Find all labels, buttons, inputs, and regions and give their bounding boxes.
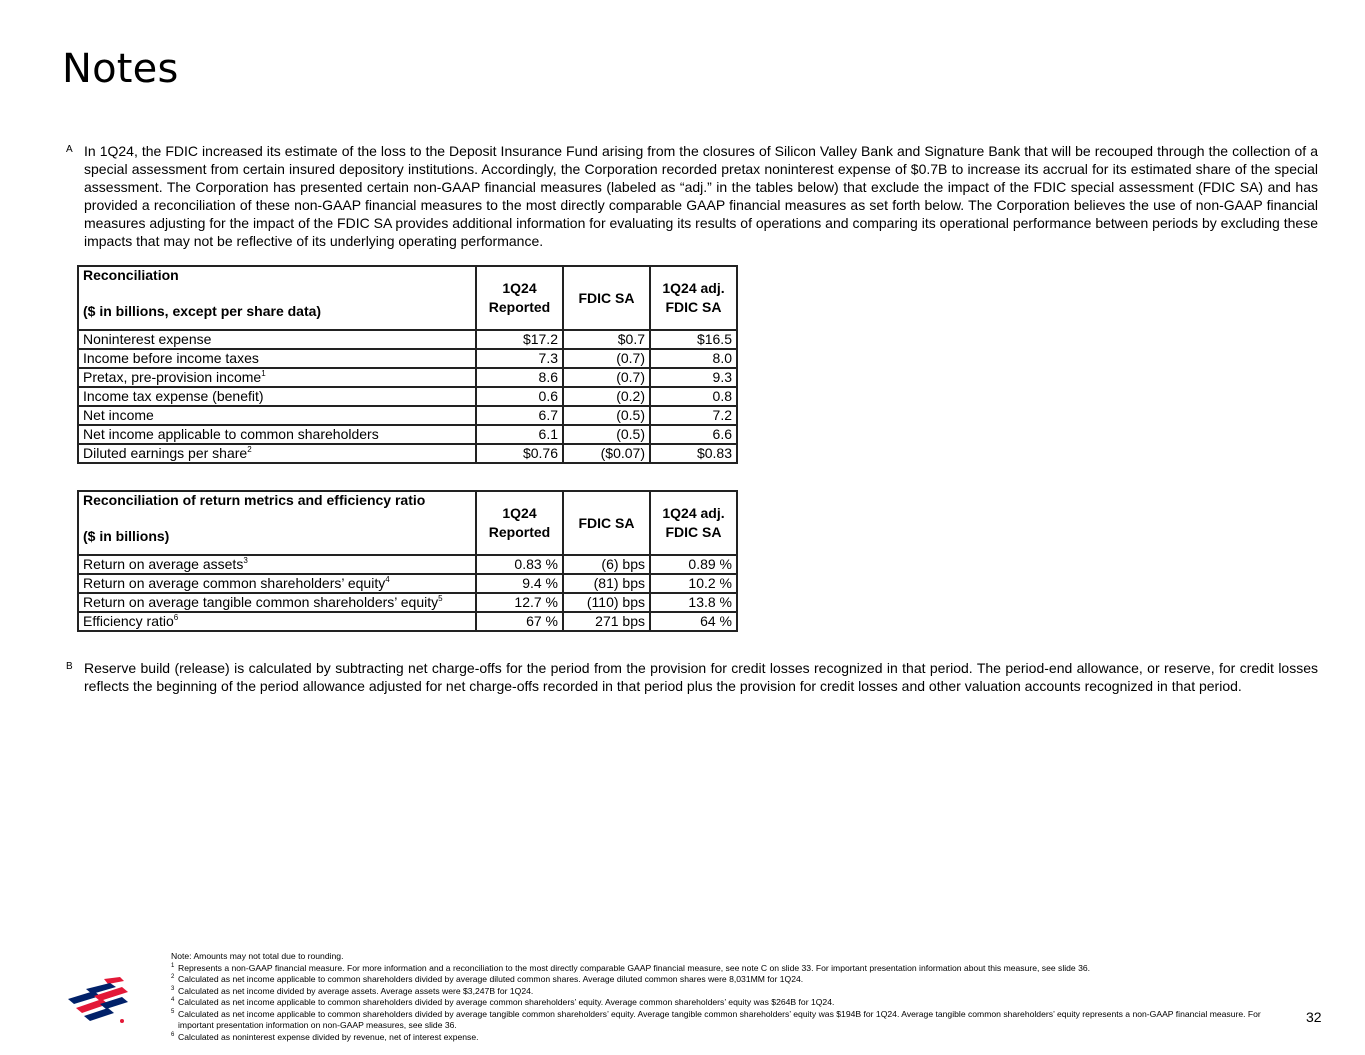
footnotes (171, 951, 1271, 1043)
row-value: $16.5 (650, 330, 737, 349)
table-row (78, 444, 737, 463)
note-b-marker: B (66, 661, 73, 672)
row-label: Noninterest expense (78, 330, 476, 349)
row-label: Return on average common shareholders’ equity$^4$ (78, 574, 476, 593)
footnote: 1 Represents a non-GAAP financial measure. For more information and a reconciliation to the most directly comparable GAAP financial measure, see note C on slide 33. For important presentation information about this measure, see slide 36. (171, 962, 1091, 973)
row-value: 0.8 (650, 387, 737, 406)
table-heading-cell (78, 266, 476, 330)
row-label: Diluted earnings per share$^2$ (78, 444, 476, 463)
row-value: 0.89 % (650, 555, 737, 574)
row-value: $0.7 (563, 330, 650, 349)
table-header-row (78, 266, 737, 330)
row-value: (0.5) (563, 406, 650, 425)
row-value: 0.83 % (476, 555, 563, 574)
row-value: (6) bps (563, 555, 650, 574)
row-value: 9.4 % (476, 574, 563, 593)
table-row (78, 574, 737, 593)
table-row (78, 612, 737, 631)
row-label: Pretax, pre-provision income$^1$ (78, 368, 476, 387)
note-a (66, 142, 1318, 250)
column-header: 1Q24 Reported (476, 266, 563, 330)
note-b (66, 659, 1318, 695)
column-header: FDIC SA (563, 266, 650, 330)
row-value: (0.7) (563, 349, 650, 368)
table-row (78, 425, 737, 444)
footnote-intro: Note: Amounts may not total due to rounding. (171, 951, 344, 961)
row-label: Income before income taxes (78, 349, 476, 368)
row-value: (81) bps (563, 574, 650, 593)
table-row (78, 349, 737, 368)
row-value: 8.6 (476, 368, 563, 387)
note-a-text: In 1Q24, the FDIC increased its estimate of the loss to the Deposit Insurance Fund arising from the closures of Silicon Valley Bank and Signature Bank that will be recouped through the collection of a special assessment from certain insured depository institutions. Accordingly, the Corporation recorded pretax noninterest expense of $0.7B to increase its accrual for its estimated share of the special assessment. The Corporation has presented certain non-GAAP financial measures (labeled as “adj.” in the tables below) that exclude the impact of the FDIC special assessment (FDIC SA) and has provided a reconciliation of these non-GAAP financial measures to the most directly comparable GAAP financial measures as set forth below. The Corporation believes the use of non-GAAP financial measures adjusting for the impact of the FDIC SA provides additional information for evaluating its results of operations and comparing its operational performance between periods by excluding these impacts that may not be reflective of its underlying operating performance. (84, 143, 1318, 249)
table-heading: Reconciliation of return metrics and efficiency ratio (83, 492, 426, 508)
column-header: 1Q24 Reported (476, 491, 563, 555)
row-value: 6.1 (476, 425, 563, 444)
row-value: 6.7 (476, 406, 563, 425)
column-header: FDIC SA (563, 491, 650, 555)
table-heading-cell (78, 491, 476, 555)
row-value: 7.2 (650, 406, 737, 425)
table-row (78, 368, 737, 387)
table-subheading: ($ in billions, except per share data) (83, 303, 322, 319)
footnote: 5 Calculated as net income applicable to common shareholders divided by average tangible common shareholders’ equity. Average tangible common shareholders’ equity was $194B for 1Q24. Average tangible common shareholders’ equity represents a non-GAAP financial measure. For important presentation information on non-GAAP measures, see slide 36. (171, 1008, 1261, 1030)
table-row (78, 406, 737, 425)
table-header-row (78, 491, 737, 555)
column-header: 1Q24 adj. FDIC SA (650, 491, 737, 555)
row-label: Income tax expense (benefit) (78, 387, 476, 406)
footnote: 3 Calculated as net income divided by average assets. Average assets were $3,247B for 1Q24. (171, 985, 534, 996)
row-value: 7.3 (476, 349, 563, 368)
row-value: (0.5) (563, 425, 650, 444)
row-label: Net income (78, 406, 476, 425)
footnote: 6 Calculated as noninterest expense divided by revenue, net of interest expense. (171, 1031, 479, 1042)
note-a-marker: A (66, 144, 73, 155)
row-value: (110) bps (563, 593, 650, 612)
row-label: Return on average assets$^3$ (78, 555, 476, 574)
row-value: $0.83 (650, 444, 737, 463)
row-value: 13.8 % (650, 593, 737, 612)
row-value: (0.7) (563, 368, 650, 387)
row-value: 10.2 % (650, 574, 737, 593)
note-b-text: Reserve build (release) is calculated by subtracting net charge-offs for the period from the provision for credit losses recognized in that period. The period-end allowance, or reserve, for credit losses reflects the beginning of the period allowance adjusted for net charge-offs recorded in that period plus the provision for credit losses and other valuation accounts recognized in that period. (84, 660, 1318, 694)
return-metrics-table (77, 490, 738, 632)
column-header: 1Q24 adj. FDIC SA (650, 266, 737, 330)
page-number: 32 (1306, 1009, 1322, 1025)
table-subheading: ($ in billions) (83, 528, 170, 544)
table-heading: Reconciliation (83, 267, 179, 283)
row-value: 6.6 (650, 425, 737, 444)
table-row (78, 555, 737, 574)
row-value: (0.2) (563, 387, 650, 406)
row-value: 64 % (650, 612, 737, 631)
table-row (78, 593, 737, 612)
table-row (78, 387, 737, 406)
row-value: ($0.07) (563, 444, 650, 463)
reconciliation-table (77, 265, 738, 464)
row-label: Net income applicable to common shareholders (78, 425, 476, 444)
row-label: Return on average tangible common shareholders’ equity$^5$ (78, 593, 476, 612)
footnote: 2 Calculated as net income applicable to common shareholders divided by average diluted common shares. Average diluted common shares were 8,031MM for 1Q24. (171, 974, 804, 984)
row-value: 0.6 (476, 387, 563, 406)
page-title: Notes (62, 46, 179, 92)
row-value: 67 % (476, 612, 563, 631)
bank-flag-logo-icon (64, 975, 130, 1027)
table-row (78, 330, 737, 349)
row-label: Efficiency ratio$^6$ (78, 612, 476, 631)
row-value: 12.7 % (476, 593, 563, 612)
row-value: 9.3 (650, 368, 737, 387)
row-value: $17.2 (476, 330, 563, 349)
row-value: 8.0 (650, 349, 737, 368)
footnote: 4 Calculated as net income applicable to common shareholders divided by average common shareholders’ equity. Average common shareholders’ equity was $264B for 1Q24. (171, 997, 835, 1007)
row-value: 271 bps (563, 612, 650, 631)
row-value: $0.76 (476, 444, 563, 463)
